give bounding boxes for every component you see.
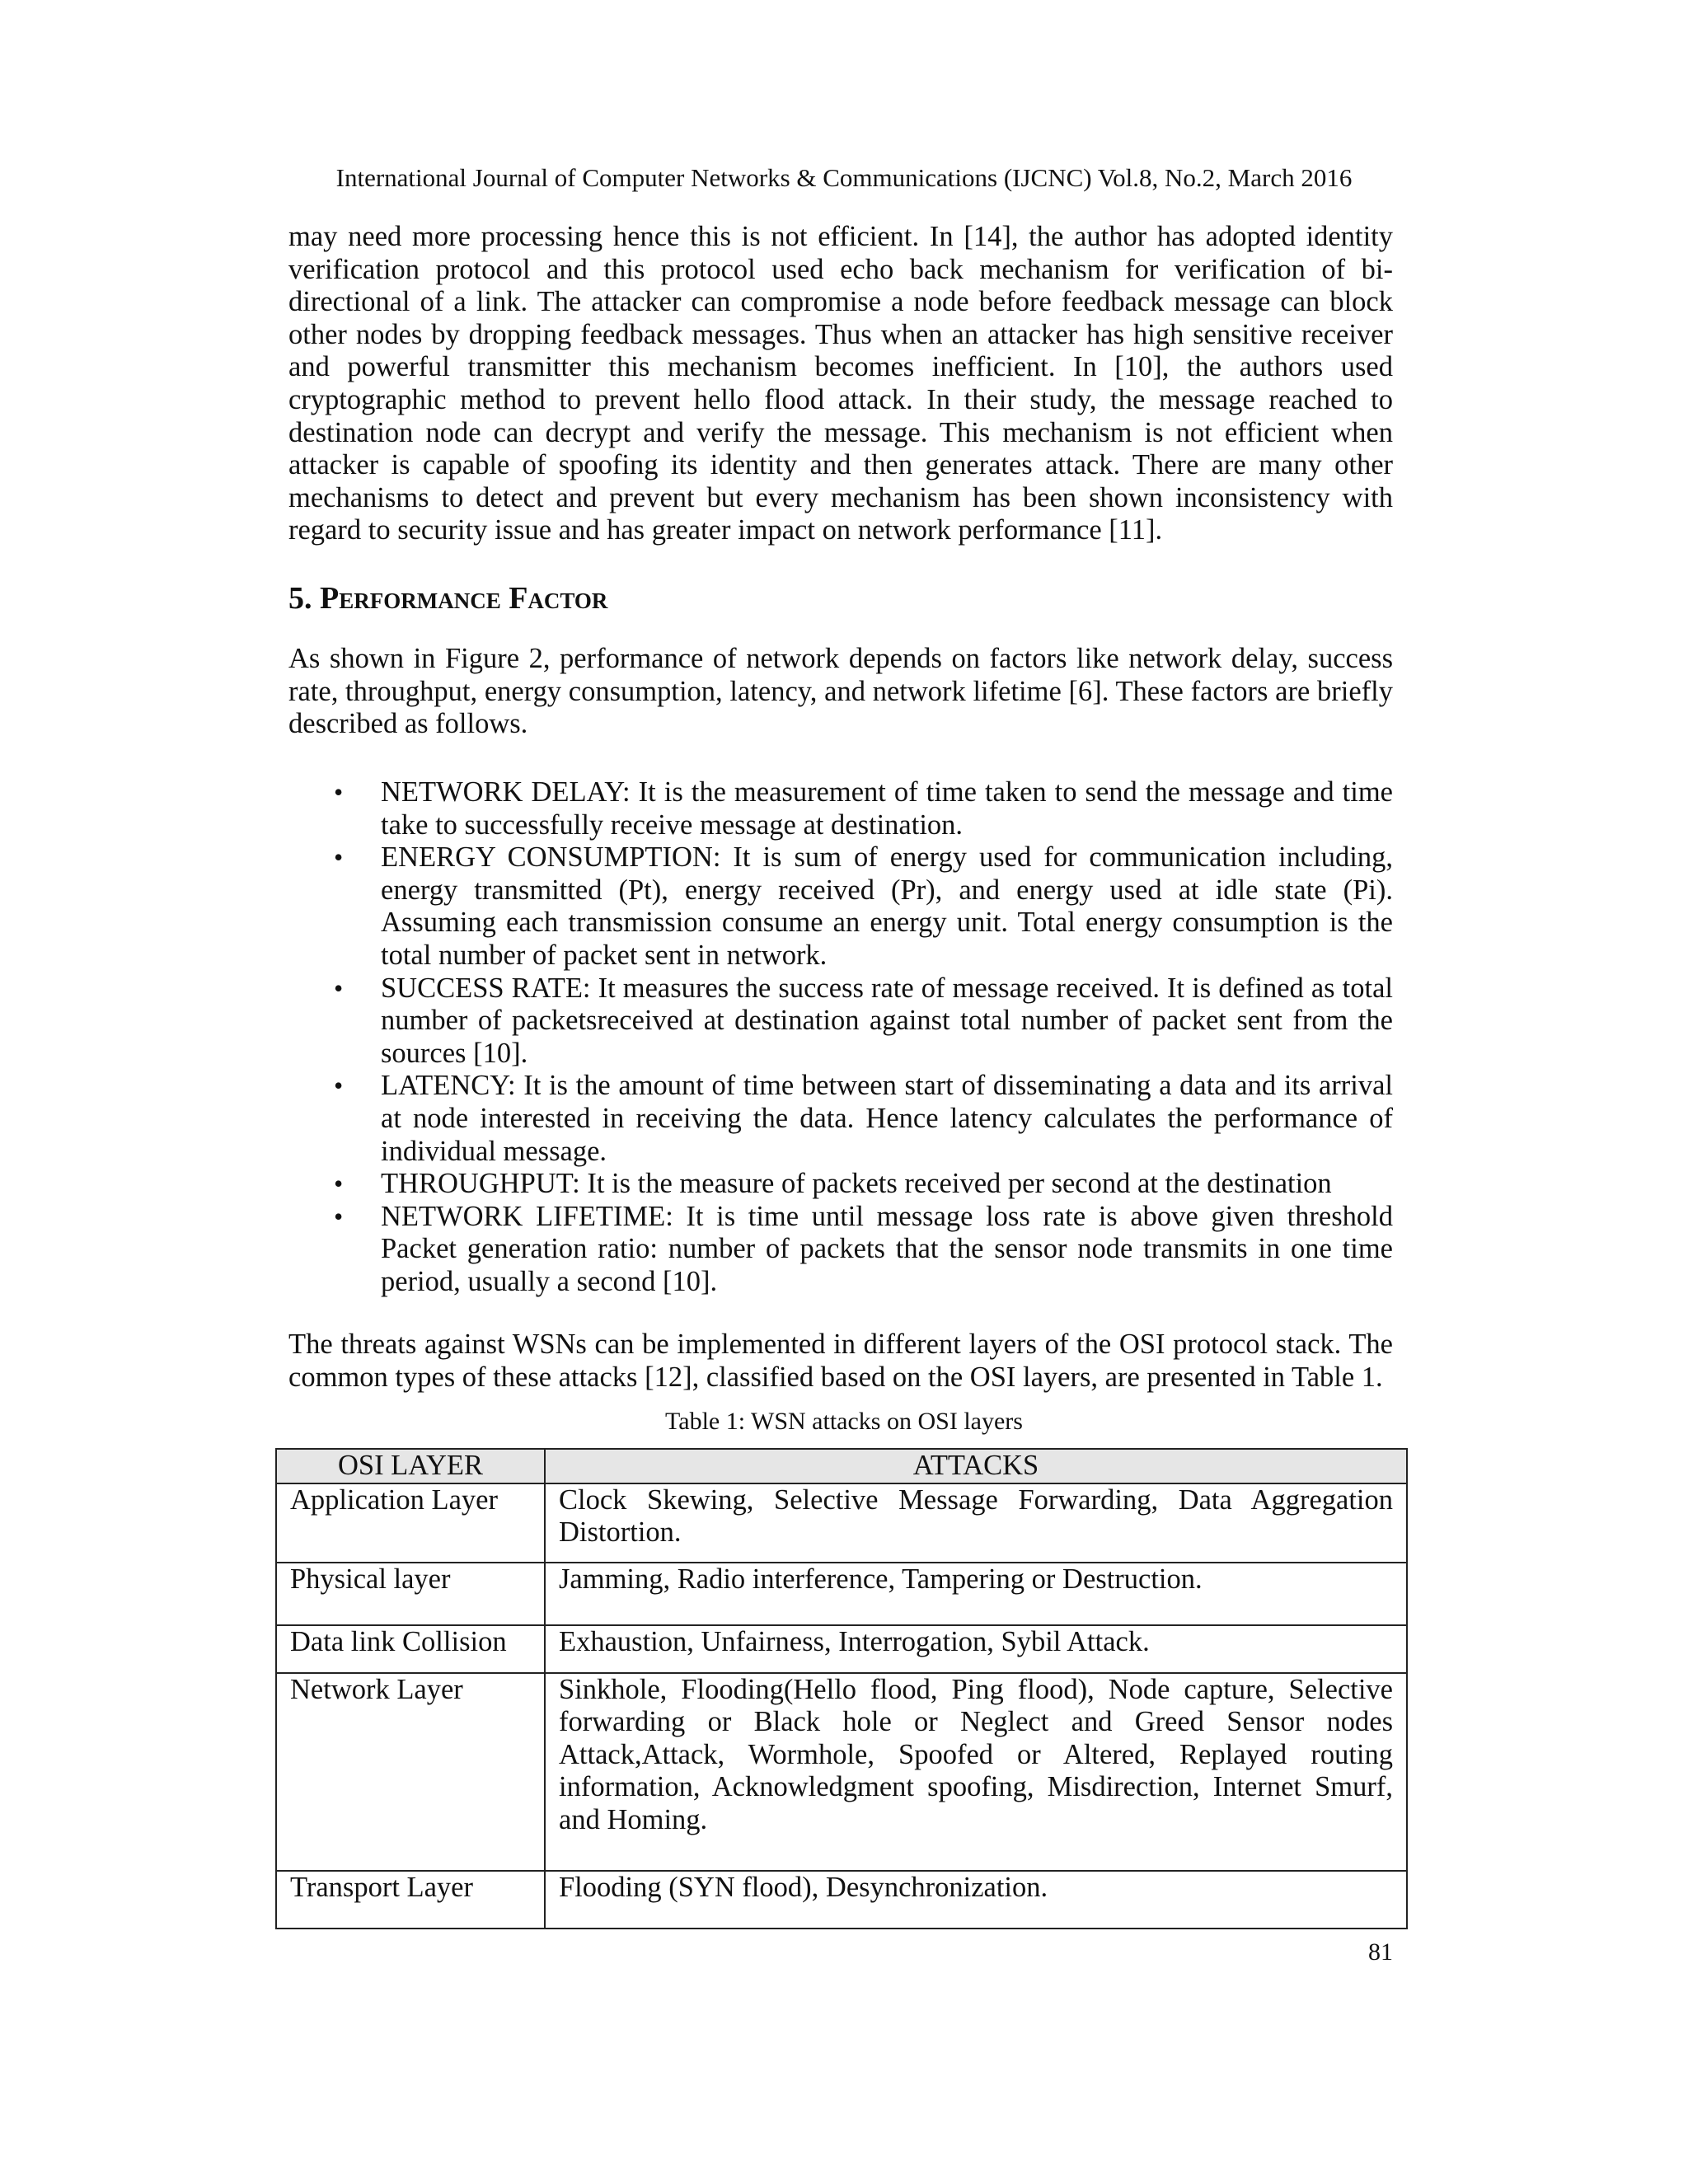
list-item-text: NETWORK LIFETIME: It is time until message loss rate is above given threshold Packet generation ratio: number of packets that the sensor node transmits in one time period, usually a second [10]. — [381, 1200, 1393, 1297]
paragraph-performance-intro: As shown in Figure 2, performance of network depends on factors like network delay, success rate, throughput, energy consumption, latency, and network lifetime [6]. These factors are briefly described as follows. — [288, 643, 1393, 740]
table-cell-attacks: Sinkhole, Flooding(Hello flood, Ping flood), Node capture, Selective forwarding or Black hole or Neglect and Greed Sensor nodes Attack,Attack, Wormhole, Spoofed or Altered, Replayed routing information, Acknowledgment spoofing, Misdirection, Internet Smurf, and Homing. — [545, 1673, 1407, 1871]
bullet-icon: • — [334, 972, 344, 1003]
running-header: International Journal of Computer Networks & Communications (IJCNC) Vol.8, No.2, March 2016 — [335, 163, 1353, 192]
list-item-text: THROUGHPUT: It is the measure of packets received per second at the destination — [381, 1168, 1332, 1200]
bullet-icon: • — [334, 777, 344, 807]
bullet-icon: • — [334, 1071, 344, 1101]
table-cell-layer: Transport Layer — [276, 1871, 545, 1929]
bullet-icon: • — [334, 842, 344, 873]
list-item — [288, 1168, 1393, 1201]
column-header-osi-layer: OSI LAYER — [276, 1449, 545, 1483]
list-item-text: ENERGY CONSUMPTION: It is sum of energy used for communication including, energy transmitted (Pt), energy received (Pr), and energy used at idle state (Pi). Assuming each transmission consume an energy unit. Total energy consumption is the total number of packet sent in network. — [381, 841, 1393, 971]
table-cell-attacks: Flooding (SYN flood), Desynchronization. — [545, 1871, 1407, 1929]
list-item — [288, 776, 1393, 841]
performance-factor-list — [288, 776, 1393, 1299]
list-item-text: SUCCESS RATE: It measures the success rate of message received. It is defined as total number of packetsreceived at destination against total number of packet sent from the sources [10]. — [381, 972, 1393, 1069]
table-row — [276, 1625, 1407, 1673]
paragraph-prior-work: may need more processing hence this is not efficient. In [14], the author has adopted identity verification protocol and this protocol used echo back mechanism for verification of bi-directional of a link. The attacker can compromise a node before feedback message can block other nodes by dropping feedback messages. Thus when an attacker has high sensitive receiver and powerful transmitter this mechanism becomes inefficient. In [10], the authors used cryptographic method to prevent hello flood attack. In their study, the message reached to destination node can decrypt and verify the message. This mechanism is not efficient when attacker is capable of spoofing its identity and then generates attack. There are many other mechanisms to detect and prevent but every mechanism has been shown inconsistency with regard to security issue and has greater impact on network performance [11]. — [288, 221, 1393, 546]
bullet-icon: • — [334, 1169, 344, 1199]
table-cell-layer: Application Layer — [276, 1483, 545, 1563]
page-number: 81 — [1368, 1938, 1393, 1966]
list-item — [288, 841, 1393, 972]
table-cell-attacks: Clock Skewing, Selective Message Forwarding, Data Aggregation Distortion. — [545, 1483, 1407, 1563]
table-row — [276, 1871, 1407, 1929]
list-item-text: NETWORK DELAY: It is the measurement of time taken to send the message and time take to successfully receive message at destination. — [381, 776, 1393, 841]
table-cell-layer: Data link Collision — [276, 1625, 545, 1673]
table-header-row — [276, 1449, 1407, 1483]
list-item — [288, 1070, 1393, 1168]
bullet-icon: • — [334, 1201, 344, 1231]
table-cell-attacks: Jamming, Radio interference, Tampering or Destruction. — [545, 1563, 1407, 1625]
list-item — [288, 972, 1393, 1071]
table-cell-layer: Physical layer — [276, 1563, 545, 1625]
table-cell-attacks: Exhaustion, Unfairness, Interrogation, Sybil Attack. — [545, 1625, 1407, 1673]
table-cell-layer: Network Layer — [276, 1673, 545, 1871]
list-item-text: LATENCY: It is the amount of time between start of disseminating a data and its arrival at node interested in receiving the data. Hence latency calculates the performance of individual message. — [381, 1070, 1393, 1167]
table-row — [276, 1563, 1407, 1625]
table-row — [276, 1483, 1407, 1563]
table-row — [276, 1673, 1407, 1871]
list-item — [288, 1201, 1393, 1299]
table-caption: Table 1: WSN attacks on OSI layers — [665, 1408, 1023, 1435]
column-header-attacks: ATTACKS — [545, 1449, 1407, 1483]
paragraph-threats: The threats against WSNs can be implemented in different layers of the OSI protocol stack. The common types of these attacks [12], classified based on the OSI layers, are presented in Table 1. — [288, 1329, 1393, 1393]
section-heading: 5. Performance Factor — [288, 581, 608, 616]
osi-attacks-table — [275, 1448, 1408, 1929]
